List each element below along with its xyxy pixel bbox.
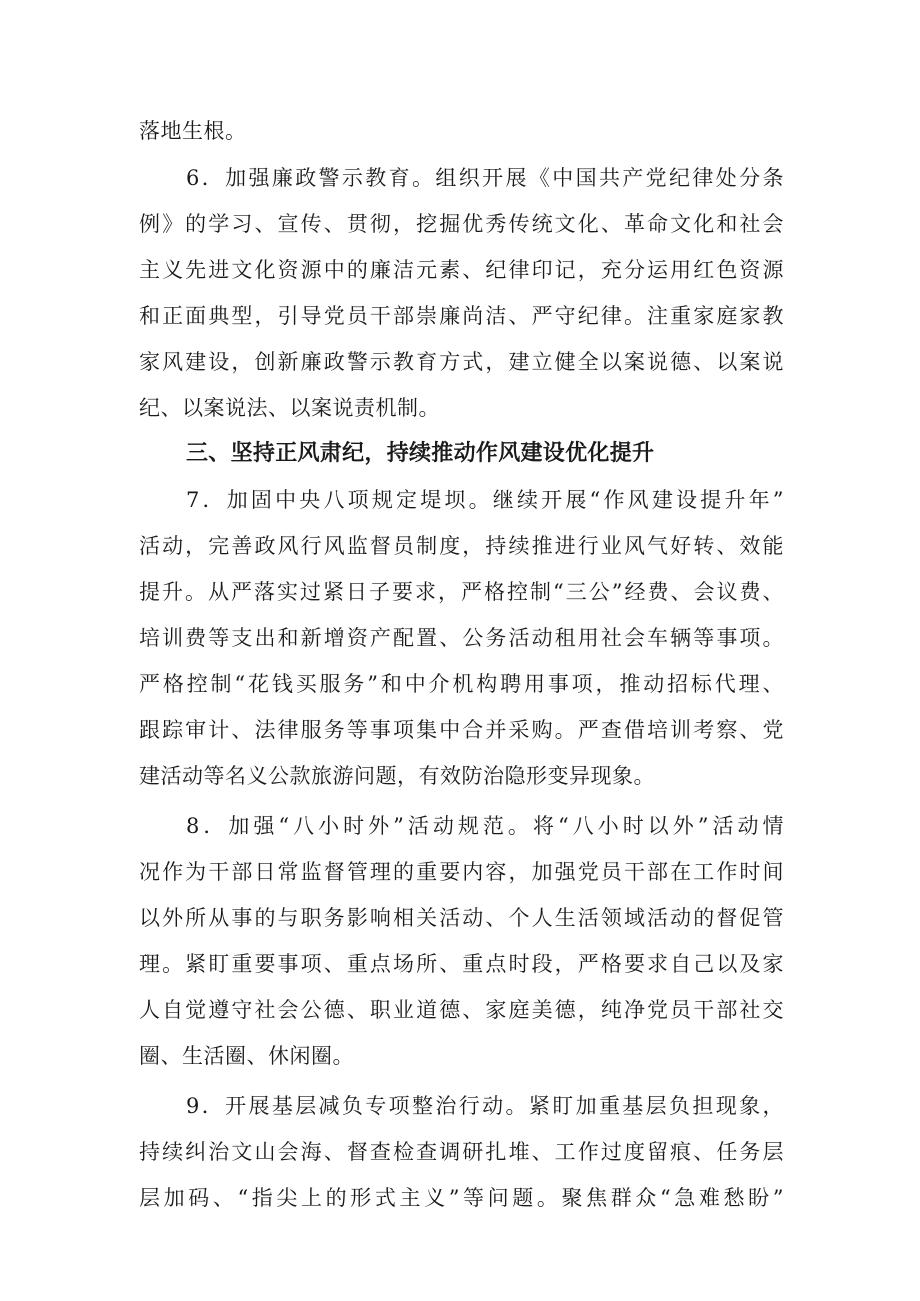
text-line: 培训费等支出和新增资产配置、公务活动租用社会车辆等事项。 <box>139 626 784 650</box>
text-line: 跟踪审计、法律服务等事项集中合并采购。严查借培训考察、党 <box>139 718 784 742</box>
text-line: 严格控制“花钱买服务”和中介机构聘用事项，推动招标代理、 <box>139 672 784 696</box>
section-heading: 三、坚持正风肃纪，持续推动作风建设优化提升 <box>186 441 655 466</box>
text-line: 层加码、“指尖上的形式主义”等问题。聚焦群众“急难愁盼” <box>139 1186 784 1210</box>
text-line: 8．加强“八小时外”活动规范。将“八小时以外”活动情 <box>186 814 784 838</box>
text-line: 主义先进文化资源中的廉洁元素、纪律印记，充分运用红色资源 <box>139 258 784 282</box>
text-line: 7．加固中央八项规定堤坝。继续开展“作风建设提升年” <box>186 488 784 512</box>
text-line: 圈、生活圈、休闲圈。 <box>139 1044 354 1068</box>
text-line: 落地生根。 <box>139 119 247 143</box>
text-line: 例》的学习、宣传、贯彻，挖掘优秀传统文化、革命文化和社会 <box>139 212 784 236</box>
text-line: 况作为干部日常监督管理的重要内容，加强党员干部在工作时间 <box>139 860 784 884</box>
text-line: 家风建设，创新廉政警示教育方式，建立健全以案说德、以案说 <box>139 350 784 374</box>
text-line: 以外所从事的与职务影响相关活动、个人生活领域活动的督促管 <box>139 906 784 930</box>
text-line: 持续纠治文山会海、督查检查调研扎堆、工作过度留痕、任务层 <box>139 1140 784 1164</box>
text-line: 活动，完善政风行风监督员制度，持续推进行业风气好转、效能 <box>139 534 784 558</box>
text-line: 6．加强廉政警示教育。组织开展《中国共产党纪律处分条 <box>186 166 784 190</box>
text-line: 纪、以案说法、以案说责机制。 <box>139 396 440 420</box>
text-line: 建活动等名义公款旅游问题，有效防治隐形变异现象。 <box>139 764 655 788</box>
text-line: 人自觉遵守社会公德、职业道德、家庭美德，纯净党员干部社交 <box>139 998 784 1022</box>
text-line: 理。紧盯重要事项、重点场所、重点时段，严格要求自己以及家 <box>139 952 784 976</box>
text-line: 提升。从严落实过紧日子要求，严格控制“三公”经费、会议费、 <box>139 580 784 604</box>
text-line: 和正面典型，引导党员干部崇廉尚洁、严守纪律。注重家庭家教 <box>139 304 784 328</box>
text-line: 9．开展基层减负专项整治行动。紧盯加重基层负担现象， <box>186 1094 784 1118</box>
